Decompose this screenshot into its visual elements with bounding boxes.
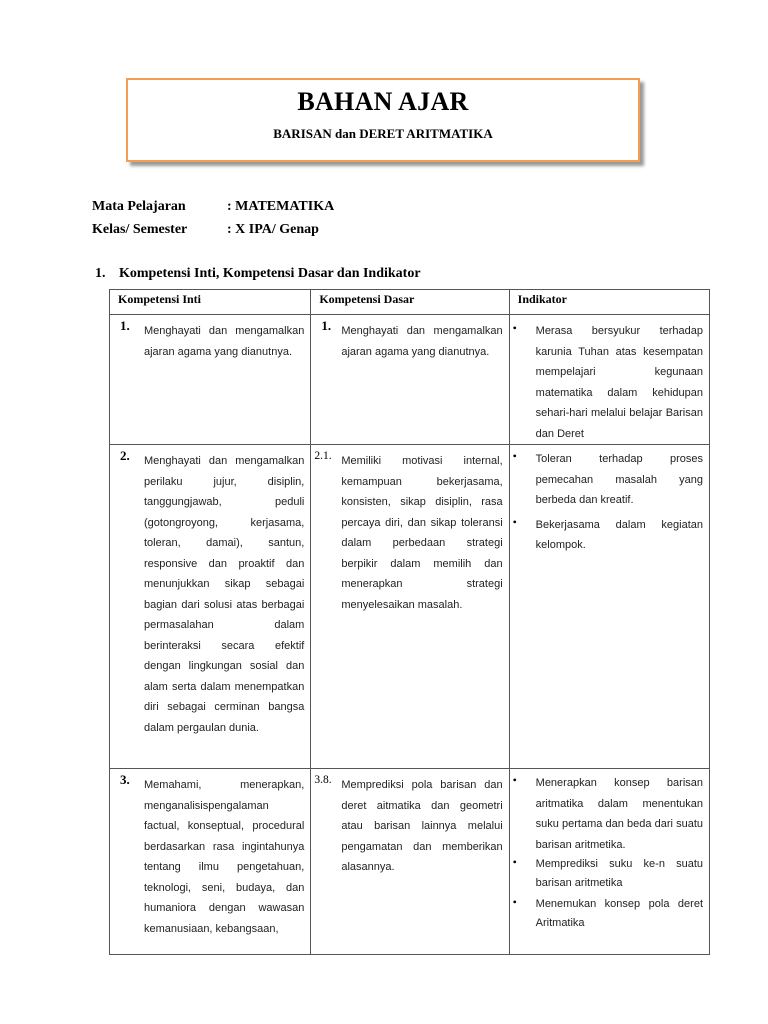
kd-text: Menghayati dan mengamalkan ajaran agama yang dianutnya. <box>341 325 503 358</box>
subject-label: Mata Pelajaran <box>92 199 186 214</box>
list-item: • Menemukan konsep pola deret Aritmatika <box>510 895 703 933</box>
table-row <box>110 769 710 955</box>
ki-cell <box>110 445 311 769</box>
kd-cell <box>311 445 509 769</box>
kd-cell <box>311 769 509 955</box>
class-value: : X IPA/ Genap <box>227 222 319 237</box>
kd-text: Memprediksi pola barisan dan deret aitmatika dan geometri atau barisan lainnya melalui pengamatan dan memberikan alasannya. <box>341 779 503 873</box>
list-item: • Memprediksi suku ke-n suatu barisan aritmetika <box>510 855 703 893</box>
header-indikator: Indikator <box>509 290 709 315</box>
ki-text: Memahami, menerapkan, menganalisispengalaman factual, konseptual, procedural berdasarkan rasa ingintahunya tentang ilmu pengetahuan, teknologi, seni, budaya, dan humaniora dengan wawasan kemanusiaan, kebangsaan, <box>144 779 305 935</box>
list-item: • Bekerjasama dalam kegiatan kelompok. <box>510 515 703 556</box>
class-label: Kelas/ Semester <box>92 222 188 237</box>
table-row <box>110 445 710 769</box>
title-box <box>126 78 640 162</box>
ki-text: Menghayati dan mengamalkan perilaku jujur, disiplin, tanggungjawab, peduli (gotongroyong, kerjasama, toleran, damai), santun, responsive dan proaktif dan menunjukkan sikap sebagai bagian dari solusi atas berbagai permasalahan dalam berinteraksi secara efektif dengan lingkungan sosial dan alam serta dalam menempatkan diri sebagai cerminan bangsa dalam pergaulan dunia. <box>144 455 305 734</box>
section-heading <box>95 266 421 282</box>
kd-number: 3.8. <box>314 774 332 786</box>
header-kompetensi-dasar: Kompetensi Dasar <box>311 290 509 315</box>
ki-number: 2. <box>120 448 130 463</box>
table-header-row <box>110 290 710 315</box>
header-kompetensi-inti: Kompetensi Inti <box>110 290 311 315</box>
table-row <box>110 315 710 445</box>
ki-number: 1. <box>120 318 130 333</box>
ki-cell <box>110 769 311 955</box>
kd-number: 1. <box>321 318 332 333</box>
indikator-cell <box>509 445 709 769</box>
kd-cell <box>311 315 509 445</box>
ki-number: 3. <box>120 772 130 787</box>
section-title: Kompetensi Inti, Kompetensi Dasar dan Indikator <box>119 266 421 281</box>
list-item: • Menerapkan konsep barisan aritmatika dalam menentukan suku pertama dan beda dari suatu barisan aritmetika. <box>510 773 703 855</box>
indikator-cell <box>509 315 709 445</box>
kd-text: Memiliki motivasi internal, kemampuan bekerjasama, konsisten, sikap disiplin, rasa percaya diri, dan sikap toleransi dalam perbedaan strategi berpikir dalam memilih dan menerapkan strategi menyelesaikan masalah. <box>341 455 503 611</box>
kd-number: 2.1. <box>314 450 332 462</box>
list-item: • Toleran terhadap proses pemecahan masalah yang berbeda dan kreatif. <box>510 449 703 511</box>
section-number: 1. <box>95 266 106 281</box>
document-title: BAHAN AJAR <box>297 87 469 116</box>
ki-cell <box>110 315 311 445</box>
competency-table <box>109 289 710 955</box>
subject-value: : MATEMATIKA <box>227 199 335 214</box>
ki-text: Menghayati dan mengamalkan ajaran agama yang dianutnya. <box>144 325 305 358</box>
list-item: • Merasa bersyukur terhadap karunia Tuhan atas kesempatan mempelajari kegunaan matematika dalam kehidupan sehari-hari melalui belajar Barisan dan Deret <box>510 321 703 444</box>
document-subtitle: BARISAN dan DERET ARITMATIKA <box>273 126 493 141</box>
indikator-cell <box>509 769 709 955</box>
